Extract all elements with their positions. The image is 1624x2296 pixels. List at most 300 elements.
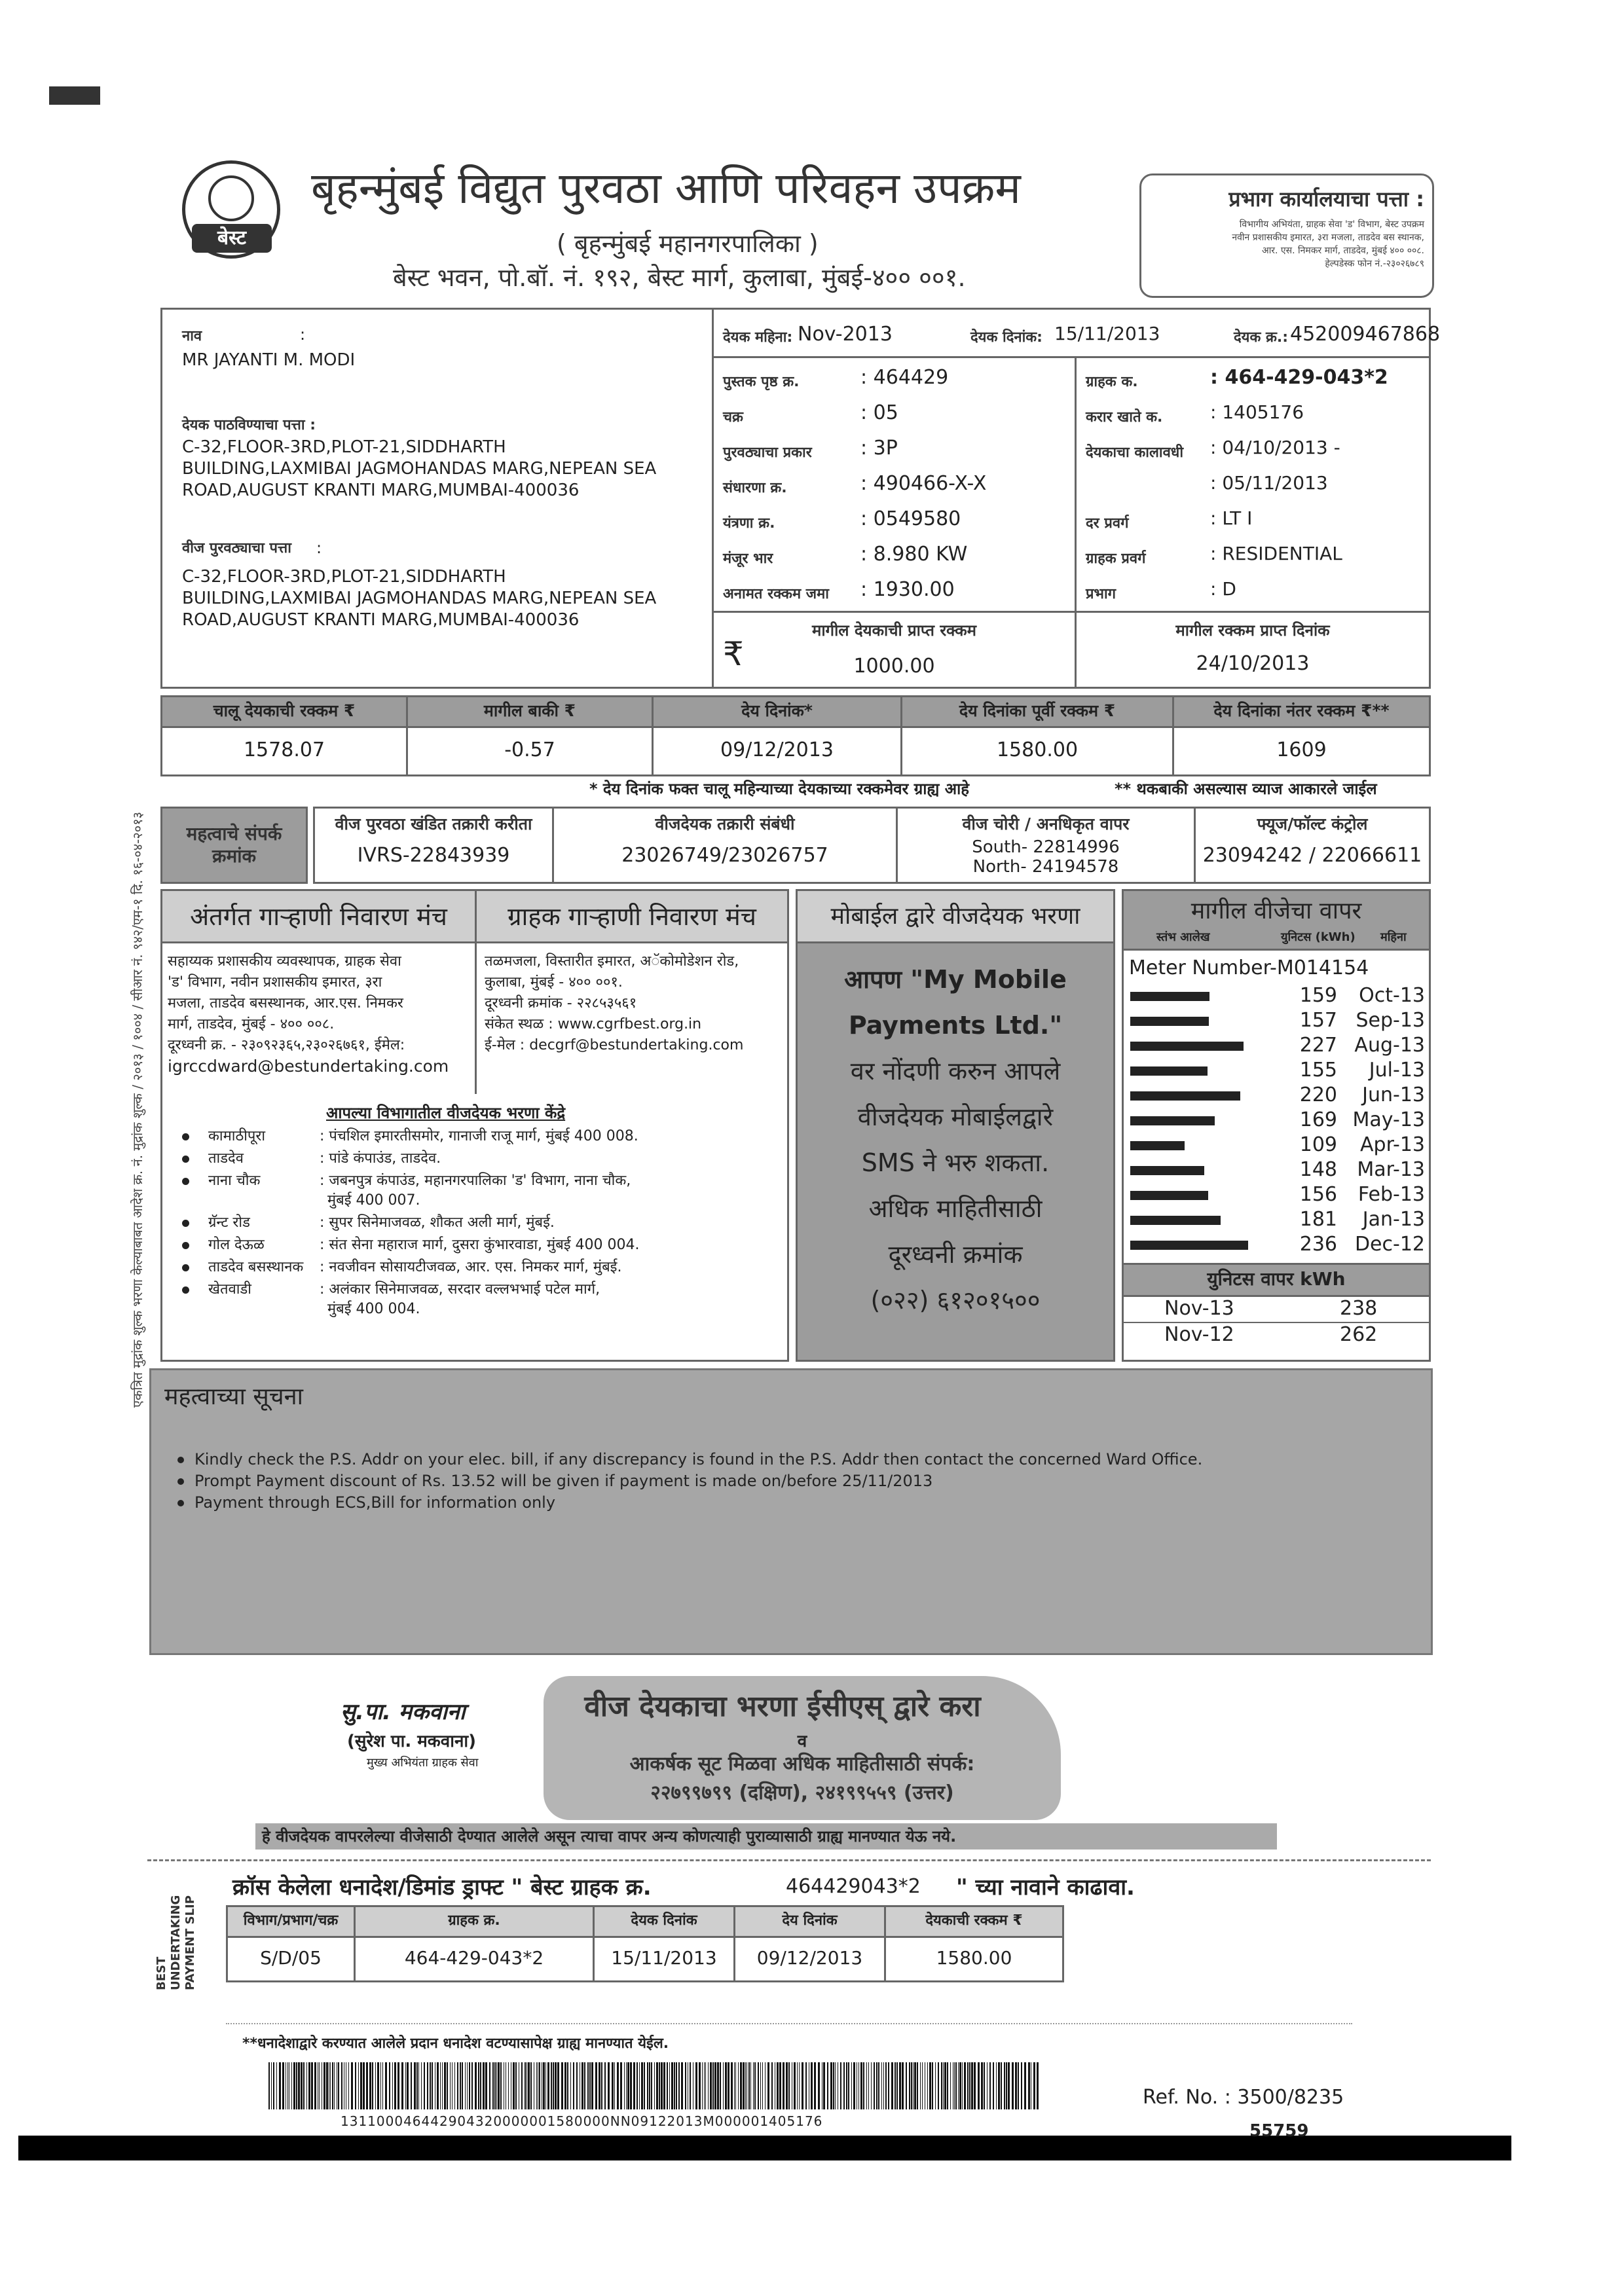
- barcode-bar: [306, 2062, 307, 2109]
- slip-header: विभाग/प्रभाग/चक्र: [228, 1907, 356, 1936]
- barcode-bar: [561, 2062, 563, 2109]
- barcode-bar: [308, 2062, 310, 2109]
- slip-header: देयकाची रक्कम ₹: [925, 1912, 1023, 1929]
- bus-icon: [208, 175, 254, 221]
- barcode-bar: [1012, 2062, 1014, 2109]
- barcode-bar: [1018, 2062, 1019, 2109]
- usage-bar: [1130, 1116, 1215, 1125]
- barcode-bar: [758, 2062, 759, 2109]
- usage-bar: [1130, 1091, 1240, 1101]
- ward-office-line: आर. एस. निमकर मार्ग, ताडदेव, मुंबई ४०० ००८.: [1261, 246, 1424, 256]
- barcode-bar: [996, 2062, 997, 2109]
- barcode-bar: [958, 2062, 959, 2109]
- barcode-bar: [750, 2062, 751, 2109]
- barcode: [268, 2062, 1041, 2109]
- usage-units: 159: [1299, 984, 1337, 1007]
- last-paid-row: [714, 611, 1429, 687]
- notice-item: [177, 1470, 1202, 1492]
- usage-row: [1124, 1182, 1429, 1207]
- mobile-title-cell: [798, 891, 1113, 943]
- notices-title: महत्वाच्या सूचना: [164, 1383, 303, 1410]
- barcode-bar: [754, 2062, 756, 2109]
- bullet-icon: [182, 1242, 189, 1249]
- barcode-bar: [401, 2062, 403, 2109]
- barcode-bar: [835, 2062, 836, 2109]
- barcode-bar: [989, 2062, 991, 2109]
- barcode-bar: [601, 2062, 602, 2109]
- barcode-bar: [874, 2062, 875, 2109]
- billing-address-label: देयक पाठविण्याचा पत्ता :: [182, 417, 316, 433]
- barcode-bar: [614, 2062, 615, 2109]
- barcode-bar: [508, 2062, 509, 2109]
- barcode-bar: [1001, 2062, 1002, 2109]
- slip-note: **धनादेशाद्वारे करण्यात आलेले प्रदान धनादेश वटण्यासापेक्ष ग्राह्य मानण्यात येईल.: [242, 2035, 669, 2052]
- barcode-bar: [418, 2062, 419, 2109]
- usage-bar: [1130, 1017, 1209, 1026]
- barcode-bar: [360, 2062, 362, 2109]
- usage-units: 155: [1299, 1059, 1337, 1082]
- contacts-title-text: महत्वाचे संपर्क क्रमांक: [186, 823, 282, 867]
- barcode-bar: [515, 2062, 517, 2109]
- bill-field-label: करार खाते क.: [1086, 409, 1163, 426]
- amount-value: -0.57: [408, 726, 654, 774]
- last-paid-cell: [714, 613, 1077, 687]
- barcode-bar: [369, 2062, 371, 2109]
- bill-left-fields: [714, 358, 1077, 611]
- barcode-bar: [587, 2062, 589, 2109]
- barcode-bar: [557, 2062, 559, 2109]
- payment-centres-title: आपल्या विभागातील वीजदेयक भरणा केंद्रे: [326, 1104, 566, 1122]
- customer-name: MR JAYANTI M. MODI: [182, 350, 356, 370]
- amounts-value-row: [162, 726, 1429, 774]
- barcode-bar: [513, 2062, 515, 2109]
- barcode-bar: [954, 2062, 955, 2109]
- usage-month: Sep-13: [1356, 1009, 1425, 1032]
- barcode-bar: [293, 2062, 295, 2109]
- bill-field-value: : 1930.00: [860, 578, 955, 601]
- barcode-bar: [805, 2062, 807, 2109]
- bill-field: [1086, 365, 1429, 397]
- barcode-bar: [671, 2062, 673, 2109]
- barcode-bar: [794, 2062, 796, 2109]
- contacts-title: [160, 807, 308, 884]
- bullet-icon: [182, 1286, 189, 1294]
- amount-header: मागील बाकी ₹: [408, 697, 654, 726]
- amounts-header-row: [162, 697, 1429, 728]
- signatory-designation: मुख्य अभियंता ग्राहक सेवा: [367, 1756, 479, 1770]
- barcode-bar: [496, 2062, 497, 2109]
- bill-header-row: [714, 310, 1441, 358]
- bullet-icon: [177, 1457, 184, 1463]
- barcode-bar: [779, 2062, 781, 2109]
- barcode-bar: [783, 2062, 784, 2109]
- bill-field-label: ग्राहक क.: [1086, 374, 1138, 390]
- ward-office-line: नवीन प्रशासकीय इमारत, ३रा मजला, ताडदेव बस स्थानक,: [1232, 232, 1424, 243]
- barcode-bar: [314, 2062, 316, 2109]
- barcode-bar: [914, 2062, 916, 2109]
- barcode-bar: [437, 2062, 439, 2109]
- contact-value: 23026749/23026757: [621, 844, 828, 867]
- mobile-line: SMS ने भरु शकता.: [861, 1148, 1050, 1177]
- bill-details-box: [160, 308, 1441, 689]
- barcode-bar: [712, 2062, 714, 2109]
- barcode-bar: [341, 2062, 342, 2109]
- supply-address-line: ROAD,AUGUST KRANTI MARG,MUMBAI-400036: [182, 610, 580, 630]
- usage-month: Aug-13: [1354, 1034, 1425, 1057]
- bill-field-label: चक्र: [723, 409, 743, 426]
- barcode-bar: [454, 2062, 455, 2109]
- barcode-bar: [659, 2062, 660, 2109]
- centre-address: : संत सेना महाराज मार्ग, दुसरा कुंभारवाडा, मुंबई 400 004.: [320, 1237, 640, 1253]
- slip-dotted-line: [226, 2023, 1352, 2024]
- barcode-bar: [581, 2062, 583, 2109]
- centre-name: ग्रॅन्ट रोड: [208, 1214, 250, 1231]
- barcode-bar: [323, 2062, 325, 2109]
- bullet-icon: [177, 1478, 184, 1485]
- signatory-name: (सुरेश पा. मकवाना): [347, 1732, 477, 1751]
- bill-date: 15/11/2013: [1054, 323, 1160, 344]
- last-paid-date: 24/10/2013: [1196, 652, 1310, 675]
- barcode-bar: [717, 2062, 719, 2109]
- barcode-bar: [941, 2062, 942, 2109]
- barcode-bar: [475, 2062, 477, 2109]
- supply-address-label: वीज पुरवठ्याचा पत्ता: [182, 540, 291, 556]
- mobile-line: Payments Ltd.": [848, 1011, 1063, 1040]
- usage-units: 156: [1299, 1183, 1337, 1206]
- barcode-bar: [637, 2062, 638, 2109]
- units-title-cell: [1124, 1263, 1429, 1297]
- usage-col-2: युनिटस (kWh): [1281, 930, 1356, 944]
- barcode-bar: [695, 2062, 697, 2109]
- slip-header-row: [228, 1907, 1062, 1938]
- centre-address: : सुपर सिनेमाजवळ, शौकत अली मार्ग, मुंबई.: [320, 1214, 555, 1231]
- barcode-bar: [489, 2062, 490, 2109]
- usage-month: Jul-13: [1369, 1059, 1425, 1082]
- barcode-bar: [338, 2062, 339, 2109]
- centre-address-2: मुंबई 400 007.: [327, 1192, 420, 1209]
- amount-header: देय दिनांका पूर्वी रक्कम ₹: [902, 697, 1174, 726]
- barcode-bar: [427, 2062, 428, 2109]
- barcode-bar: [840, 2062, 841, 2109]
- cheque-number: 464429043*2: [786, 1875, 921, 1898]
- notice-text: Prompt Payment discount of Rs. 13.52 will be given if payment is made on/before 25/11/2013: [194, 1472, 933, 1490]
- bill-field: [723, 471, 1075, 503]
- barcode-bar: [699, 2062, 701, 2109]
- barcode-bar: [669, 2062, 670, 2109]
- mobile-title: मोबाईल द्वारे वीजदेयक भरणा: [830, 903, 1080, 930]
- usage-month: May-13: [1352, 1108, 1425, 1131]
- barcode-bar: [967, 2062, 969, 2109]
- barcode-bar: [767, 2062, 769, 2109]
- mobile-line: अधिक माहितीसाठी: [868, 1194, 1043, 1223]
- slip-cut-line: [147, 1859, 1431, 1861]
- barcode-bar: [641, 2062, 643, 2109]
- bullet-icon: [182, 1133, 189, 1140]
- barcode-bar: [450, 2062, 451, 2109]
- contact-cell: [898, 809, 1196, 882]
- barcode-bar: [851, 2062, 852, 2109]
- barcode-bar: [1021, 2062, 1022, 2109]
- barcode-bar: [348, 2062, 349, 2109]
- usage-row: [1124, 1057, 1429, 1082]
- internal-line: दूरध्वनी क्र. - २३०९२३६५,२३०२६७६१, ईमेल:: [168, 1037, 405, 1053]
- contact-label: वीज पुरवठा खंडित तक्रारी करीता: [335, 814, 532, 833]
- units-row: [1124, 1322, 1429, 1348]
- barcode-bar: [465, 2062, 466, 2109]
- barcode-bar: [738, 2062, 739, 2109]
- mobile-line: वीजदेयक मोबाईलद्वारे: [857, 1102, 1054, 1131]
- barcode-bar: [551, 2062, 552, 2109]
- barcode-bar: [929, 2062, 931, 2109]
- slip-side-label: BEST UNDERTAKING PAYMENT SLIP: [155, 1895, 197, 1990]
- bullet-icon: [177, 1500, 184, 1506]
- barcode-bar: [547, 2062, 549, 2109]
- centre-address: : पंचशिल इमारतीसमोर, गानाजी राजू मार्ग, मुंबई 400 008.: [320, 1128, 638, 1144]
- barcode-bar: [382, 2062, 383, 2109]
- supply-address-line: BUILDING,LAXMIBAI JAGMOHANDAS MARG,NEPEAN SEA: [182, 589, 657, 608]
- barcode-bar: [720, 2062, 721, 2109]
- barcode-bar: [725, 2062, 727, 2109]
- centre-address: : नवजीवन सोसायटीजवळ, आर. एस. निमकर मार्ग, मुंबई.: [320, 1259, 622, 1275]
- barcode-bar: [786, 2062, 788, 2109]
- ecs-banner: [544, 1676, 1061, 1820]
- barcode-bar: [748, 2062, 750, 2109]
- barcode-bar: [414, 2062, 416, 2109]
- barcode-bar: [876, 2062, 877, 2109]
- barcode-bar: [678, 2062, 680, 2109]
- barcode-bar: [1028, 2062, 1030, 2109]
- units-value: 262: [1340, 1323, 1378, 1346]
- barcode-bar: [276, 2062, 277, 2109]
- slip-header: ग्राहक क्र.: [356, 1907, 595, 1936]
- barcode-bar: [753, 2062, 754, 2109]
- amount-note-2: ** थकबाकी असल्यास व्याज आकारले जाईल: [1115, 780, 1377, 798]
- org-sub: ( बृहन्मुंबई महानगरपालिका ): [557, 229, 819, 258]
- mobile-line: दूरध्वनी क्रमांक: [888, 1240, 1023, 1269]
- internal-line: मजला, ताडदेव बसस्थानक, आर.एस. निमकर: [168, 995, 403, 1011]
- usage-row: [1124, 1008, 1429, 1032]
- consumer-line: ई-मेल : decgrf@bestundertaking.com: [485, 1037, 744, 1053]
- bill-month-label: देयक महिना:: [723, 329, 793, 346]
- bill-field-value: : 3P: [860, 437, 898, 460]
- barcode-bar: [676, 2062, 677, 2109]
- barcode-bar: [462, 2062, 463, 2109]
- bill-field: [1086, 506, 1429, 539]
- centre-name: ताडदेव: [208, 1150, 244, 1167]
- bullet-icon: [182, 1156, 189, 1163]
- contact-cell: [554, 809, 898, 882]
- name-label: नाव: [182, 328, 202, 344]
- amount-value: 1578.07: [162, 726, 408, 774]
- barcode-bar: [543, 2062, 545, 2109]
- internal-line: igrccdward@bestundertaking.com: [168, 1057, 449, 1076]
- barcode-bar: [521, 2062, 523, 2109]
- barcode-bar: [319, 2062, 320, 2109]
- barcode-bar: [432, 2062, 433, 2109]
- usage-month: Feb-13: [1357, 1183, 1425, 1206]
- barcode-bar: [1015, 2062, 1017, 2109]
- usage-col-1: स्तंभ आलेख: [1156, 930, 1210, 944]
- centre-address: : पांडे कंपाउंड, ताडदेव.: [320, 1150, 441, 1167]
- barcode-bar: [372, 2062, 373, 2109]
- barcode-bar: [526, 2062, 527, 2109]
- barcode-bar: [500, 2062, 502, 2109]
- notices-panel: [149, 1368, 1433, 1655]
- barcode-bar: [667, 2062, 668, 2109]
- barcode-bar: [279, 2062, 281, 2109]
- internal-line: मार्ग, ताडदेव, मुंबई - ४०० ००८.: [168, 1016, 335, 1032]
- barcode-bar: [389, 2062, 390, 2109]
- logo-text: बेस्ट: [192, 224, 272, 253]
- slip-value: 09/12/2013: [735, 1936, 886, 1980]
- bill-field-label: देयकाचा कालावधी: [1086, 445, 1184, 461]
- amount-value: 1580.00: [902, 726, 1174, 774]
- barcode-bar: [332, 2062, 333, 2109]
- usage-row: [1124, 1107, 1429, 1132]
- ecs-title: वीज देयकाचा भरणा ईसीएस् द्वारे करा: [584, 1690, 981, 1723]
- barcode-bar: [271, 2062, 272, 2109]
- barcode-bar: [674, 2062, 675, 2109]
- barcode-bar: [612, 2062, 614, 2109]
- barcode-bar: [301, 2062, 303, 2109]
- barcode-bar: [827, 2062, 828, 2109]
- contacts-box: [313, 807, 1431, 884]
- usage-row: [1124, 983, 1429, 1008]
- usage-month: Oct-13: [1359, 984, 1425, 1007]
- barcode-bar: [599, 2062, 600, 2109]
- internal-grievance-address: [162, 943, 477, 1094]
- barcode-bar: [351, 2062, 353, 2109]
- barcode-bar: [661, 2062, 663, 2109]
- notice-text: Payment through ECS,Bill for information only: [194, 1493, 556, 1512]
- barcode-bar: [993, 2062, 994, 2109]
- stamp-duty-side-text: एकत्रित मुद्रांक शुल्क भरणा केल्याबाबत आदेश क्र. नं. मुद्रांक शुल्क / २०१३ / १००४ / सीआर नं. ९४२/एम-१ दि. १६-०४-२०१३: [130, 811, 145, 1408]
- bill-field-value: : 0549580: [860, 507, 961, 530]
- barcode-bar: [358, 2062, 359, 2109]
- usage-units: 220: [1299, 1084, 1337, 1106]
- barcode-bar: [407, 2062, 409, 2109]
- bill-field-value: : 04/10/2013 -: [1210, 437, 1340, 458]
- ecs-and: व: [797, 1732, 807, 1751]
- barcode-bar: [888, 2062, 889, 2109]
- barcode-bar: [430, 2062, 431, 2109]
- amounts-table: [160, 695, 1431, 776]
- org-name: बृहन्मुंबई विद्युत पुरवठा आणि परिवहन उपक्रम: [311, 163, 1021, 213]
- customer-area: [162, 310, 714, 687]
- bill-field-label: प्रभाग: [1086, 586, 1116, 602]
- internal-line: 'ड' विभाग, नवीन प्रशासकीय इमारत, ३रा: [168, 974, 382, 991]
- barcode-bar: [494, 2062, 496, 2109]
- barcode-bar: [735, 2062, 736, 2109]
- barcode-bar: [651, 2062, 652, 2109]
- bullet-icon: [182, 1220, 189, 1227]
- barcode-bar: [440, 2062, 441, 2109]
- barcode-bar: [576, 2062, 578, 2109]
- barcode-bar: [881, 2062, 882, 2109]
- barcode-bar: [282, 2062, 284, 2109]
- barcode-bar: [311, 2062, 313, 2109]
- barcode-bar: [823, 2062, 825, 2109]
- barcode-text: 131100046442904320000001580000NN09122013M000001405176: [341, 2113, 823, 2129]
- barcode-bar: [539, 2062, 540, 2109]
- barcode-bar: [962, 2062, 963, 2109]
- barcode-bar: [647, 2062, 648, 2109]
- barcode-bar: [480, 2062, 481, 2109]
- barcode-bar: [814, 2062, 816, 2109]
- bullet-icon: [182, 1178, 189, 1185]
- barcode-bar: [723, 2062, 724, 2109]
- amount-value: 1609: [1276, 738, 1327, 761]
- barcode-bar: [457, 2062, 458, 2109]
- units-title: युनिटस वापर kWh: [1207, 1268, 1346, 1290]
- usage-bar: [1130, 1191, 1208, 1200]
- barcode-bar: [731, 2062, 733, 2109]
- contact-value: South- 22814996: [972, 837, 1120, 857]
- bill-no-label: देयक क्र.:: [1234, 329, 1289, 346]
- usage-row: [1124, 1132, 1429, 1157]
- barcode-bar: [644, 2062, 645, 2109]
- name-colon: :: [300, 325, 306, 344]
- internal-title-cell: [162, 891, 477, 943]
- usage-month: Jan-13: [1362, 1208, 1425, 1231]
- barcode-bar: [296, 2062, 297, 2109]
- barcode-bar: [394, 2062, 396, 2109]
- barcode-bar: [460, 2062, 461, 2109]
- ward-office-title: प्रभाग कार्यालयाचा पत्ता :: [1228, 187, 1424, 211]
- barcode-bar: [608, 2062, 610, 2109]
- barcode-bar: [620, 2062, 622, 2109]
- grievance-panel: [160, 889, 789, 1362]
- barcode-bar: [656, 2062, 658, 2109]
- bill-field: [1086, 471, 1429, 503]
- barcode-bar: [478, 2062, 479, 2109]
- barcode-bar: [355, 2062, 356, 2109]
- barcode-bar: [714, 2062, 716, 2109]
- barcode-bar: [863, 2062, 864, 2109]
- usage-title: मागील वीजेचा वापर: [1190, 898, 1362, 924]
- barcode-bar: [663, 2062, 665, 2109]
- barcode-bar: [442, 2062, 443, 2109]
- usage-units: 148: [1299, 1158, 1337, 1181]
- usage-title-cell: [1124, 891, 1429, 951]
- centre-name: खेतवाडी: [208, 1281, 251, 1298]
- slip-value: S/D/05: [228, 1936, 356, 1980]
- barcode-bar: [1033, 2062, 1035, 2109]
- internal-title: अंतर्गत गाऱ्हाणी निवारण मंच: [190, 902, 447, 931]
- barcode-bar: [734, 2062, 735, 2109]
- barcode-bar: [745, 2062, 746, 2109]
- barcode-bar: [492, 2062, 494, 2109]
- barcode-bar: [788, 2062, 790, 2109]
- units-month: Nov-13: [1164, 1297, 1234, 1320]
- barcode-bar: [555, 2062, 557, 2109]
- barcode-bar: [959, 2062, 961, 2109]
- usage-bar: [1130, 1066, 1208, 1076]
- bill-month: Nov-2013: [798, 323, 893, 346]
- barcode-bar: [950, 2062, 951, 2109]
- barcode-bar: [971, 2062, 973, 2109]
- centre-name: ताडदेव बसस्थानक: [208, 1259, 304, 1275]
- barcode-bar: [974, 2062, 976, 2109]
- consumer-grievance-address: [477, 943, 787, 1094]
- bill-field-label: यंत्रणा क्र.: [723, 515, 775, 532]
- usage-row: [1124, 1032, 1429, 1057]
- usage-units: 181: [1299, 1208, 1337, 1231]
- barcode-bar: [858, 2062, 859, 2109]
- barcode-bar: [654, 2062, 655, 2109]
- barcode-bar: [708, 2062, 709, 2109]
- barcode-bar: [843, 2062, 845, 2109]
